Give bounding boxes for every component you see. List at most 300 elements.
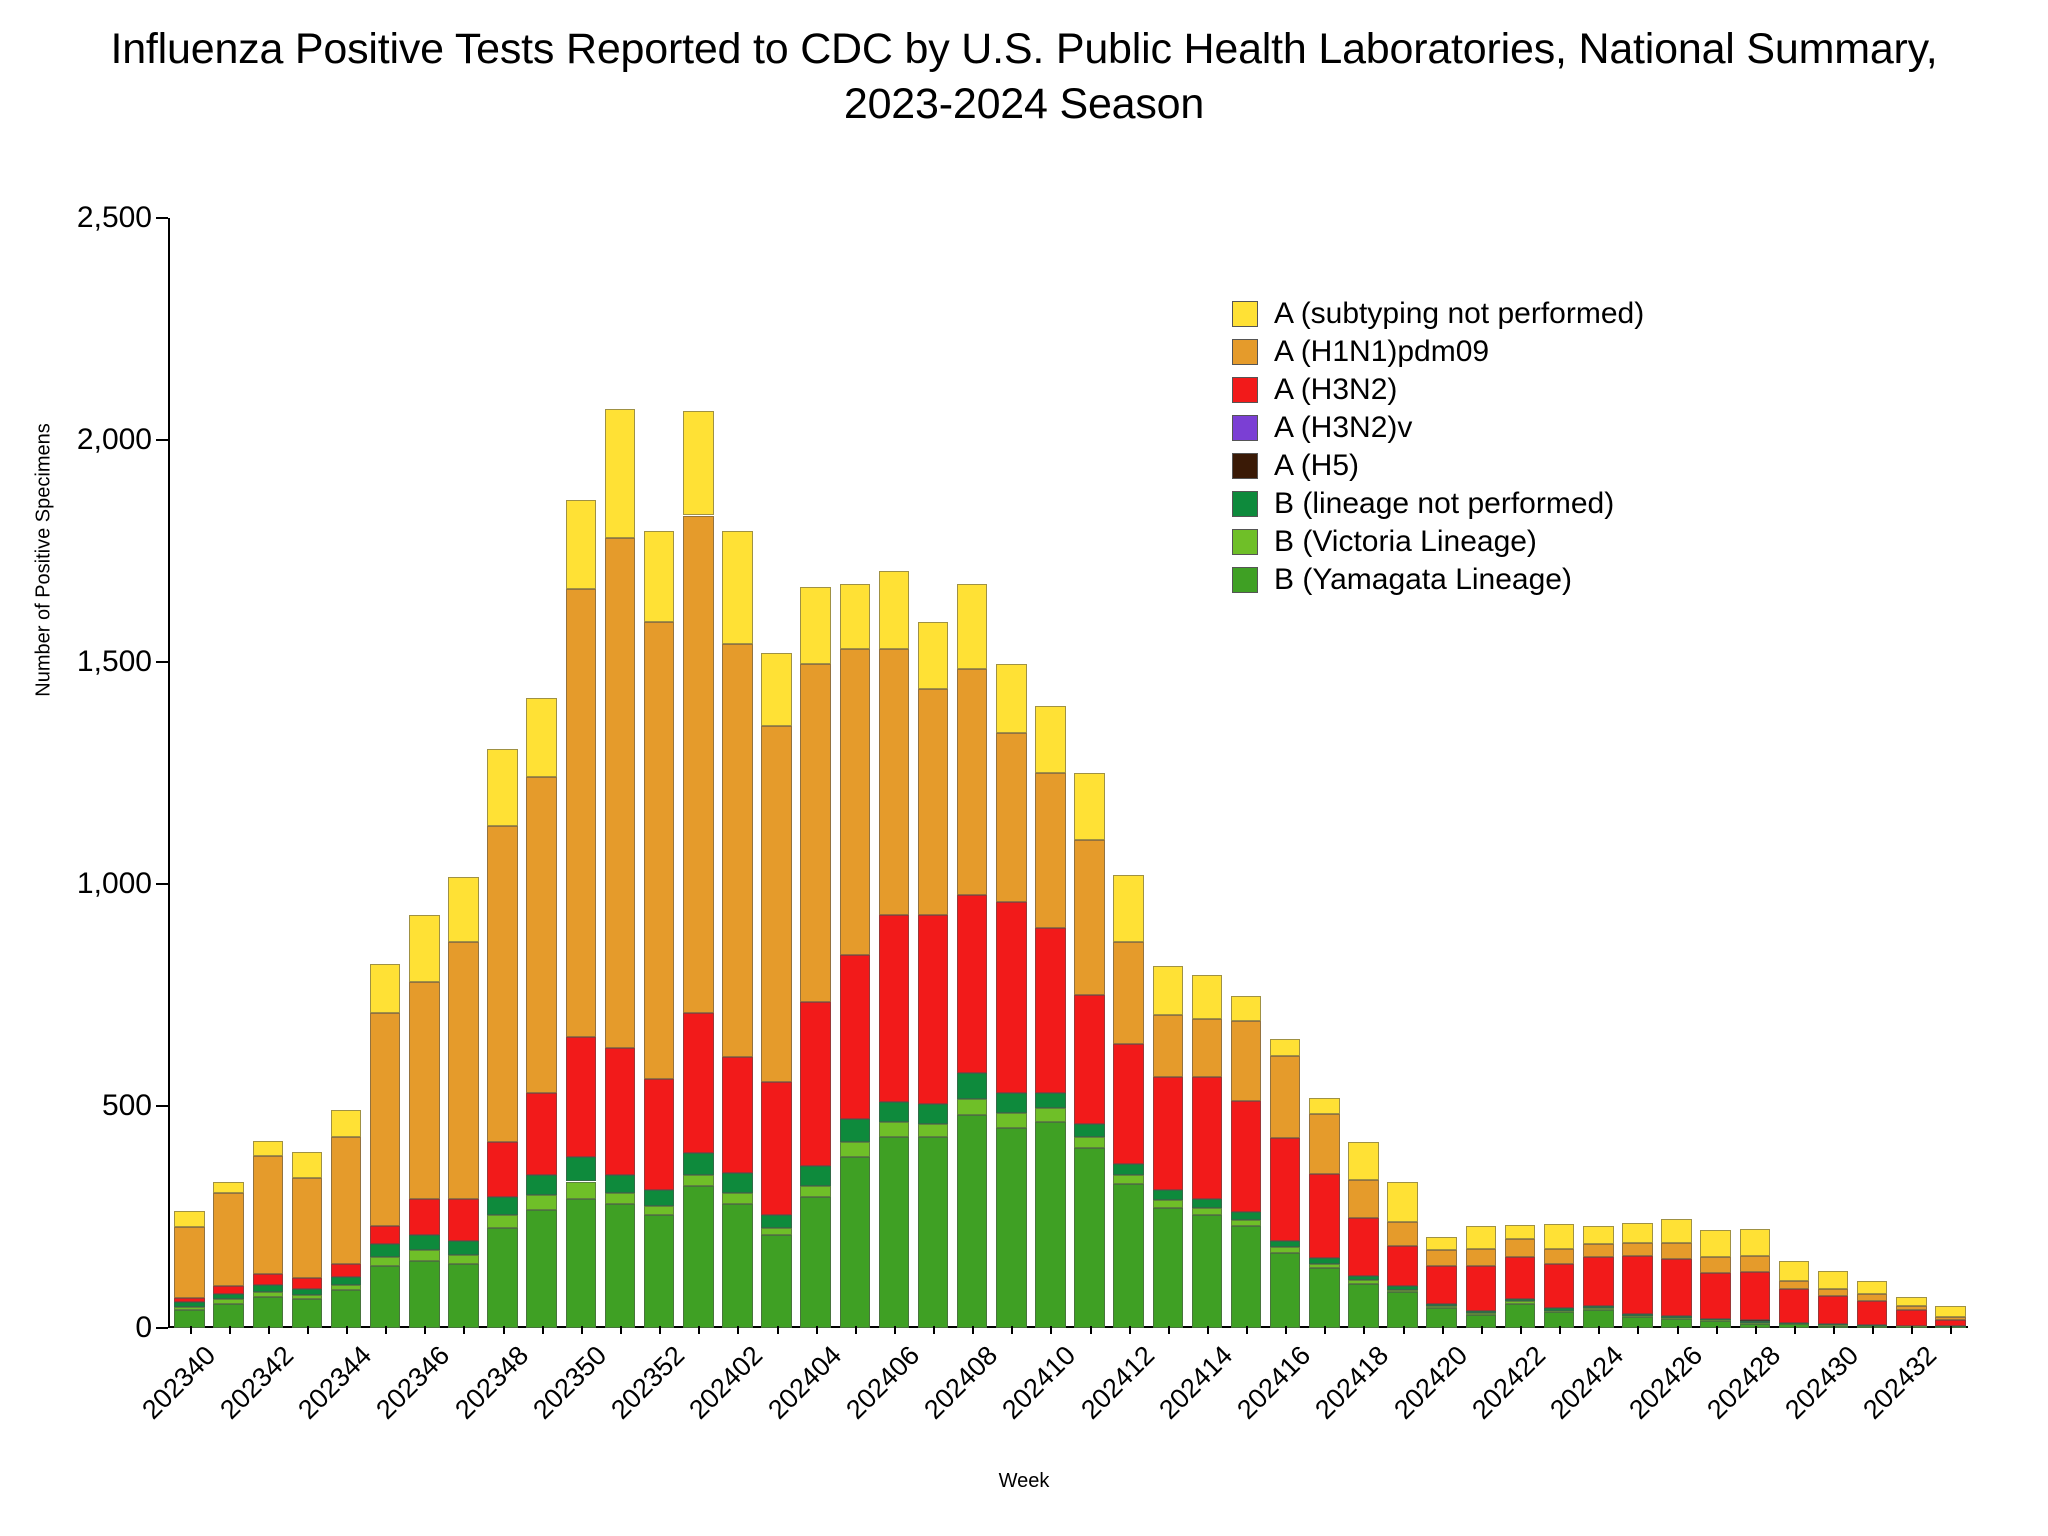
bar-segment bbox=[957, 584, 988, 668]
bar-segment bbox=[331, 1110, 362, 1137]
bar-stack[interactable] bbox=[1466, 1226, 1497, 1328]
y-tick-label: 1,500 bbox=[76, 645, 152, 678]
bar-segment bbox=[174, 1307, 205, 1311]
bar-segment bbox=[1348, 1180, 1379, 1218]
x-tick-mark bbox=[1872, 1326, 1874, 1334]
bar-stack[interactable] bbox=[448, 877, 479, 1328]
bar-segment bbox=[253, 1274, 284, 1285]
bar-stack[interactable] bbox=[996, 664, 1027, 1328]
x-tick-label: 202350 bbox=[527, 1340, 613, 1425]
x-tick-mark bbox=[1168, 1326, 1170, 1334]
x-tick-label: 202406 bbox=[840, 1340, 926, 1425]
bar-stack[interactable] bbox=[840, 584, 871, 1328]
bar-stack[interactable] bbox=[957, 584, 988, 1328]
bar-segment bbox=[1505, 1257, 1536, 1299]
bar-segment bbox=[683, 1013, 714, 1153]
bar-segment bbox=[487, 1142, 518, 1198]
x-tick-mark bbox=[1090, 1326, 1092, 1334]
legend-item-label: A (H1N1)pdm09 bbox=[1274, 335, 1490, 368]
bar-segment bbox=[957, 895, 988, 1073]
x-tick-mark bbox=[698, 1326, 700, 1334]
bar-segment bbox=[683, 1186, 714, 1328]
x-tick-label: 202428 bbox=[1701, 1340, 1786, 1425]
bar-segment bbox=[1818, 1296, 1849, 1325]
bar-segment bbox=[800, 1166, 831, 1186]
x-tick-mark bbox=[933, 1326, 935, 1334]
legend-item-label: B (Yamagata Lineage) bbox=[1274, 563, 1572, 596]
bar-segment bbox=[331, 1264, 362, 1277]
bar-segment bbox=[1035, 706, 1066, 773]
bar-segment bbox=[213, 1193, 244, 1286]
x-tick-mark bbox=[542, 1326, 544, 1334]
legend-item-label: A (H5) bbox=[1274, 449, 1360, 482]
bar-segment bbox=[1113, 1044, 1144, 1164]
legend-item-label: A (H3N2) bbox=[1274, 373, 1398, 406]
bars-group bbox=[170, 218, 1968, 1328]
legend-swatch-icon bbox=[1232, 301, 1258, 327]
bar-stack[interactable] bbox=[253, 1141, 284, 1328]
bar-segment bbox=[918, 1137, 949, 1328]
bar-segment bbox=[1426, 1306, 1457, 1308]
x-tick-mark bbox=[1324, 1326, 1326, 1334]
bar-stack[interactable] bbox=[1896, 1297, 1927, 1328]
bar-segment bbox=[761, 1215, 792, 1228]
bar-segment bbox=[370, 1257, 401, 1266]
bar-stack[interactable] bbox=[683, 411, 714, 1328]
bar-segment bbox=[566, 1037, 597, 1157]
bar-segment bbox=[1074, 1124, 1105, 1137]
bar-stack[interactable] bbox=[1935, 1306, 1966, 1328]
bar-segment bbox=[1387, 1222, 1418, 1246]
bar-segment bbox=[1896, 1306, 1927, 1310]
bar-segment bbox=[840, 1157, 871, 1328]
bar-segment bbox=[213, 1182, 244, 1193]
page-title: Influenza Positive Tests Reported to CDC by U.S. Public Health Laboratories, National Summary, 2023-2024 Season bbox=[110, 25, 1938, 129]
bar-stack[interactable] bbox=[292, 1152, 323, 1328]
legend-item[interactable] bbox=[1232, 447, 1644, 485]
bar-segment bbox=[1387, 1290, 1418, 1293]
bar-stack[interactable] bbox=[1348, 1142, 1379, 1328]
bar-segment bbox=[840, 584, 871, 648]
bar-segment bbox=[370, 1013, 401, 1226]
x-tick-label: 202414 bbox=[1153, 1340, 1239, 1425]
bar-stack[interactable] bbox=[644, 531, 675, 1328]
bar-stack[interactable] bbox=[487, 749, 518, 1328]
bar-segment bbox=[1270, 1138, 1301, 1240]
bar-segment bbox=[1935, 1306, 1966, 1317]
bar-segment bbox=[1309, 1264, 1340, 1268]
x-axis-title: Week bbox=[998, 1470, 1050, 1492]
x-axis-ticks bbox=[135, 1334, 1970, 1484]
x-tick-label: 202418 bbox=[1309, 1340, 1395, 1425]
x-tick-mark bbox=[503, 1326, 505, 1334]
bar-segment bbox=[1622, 1314, 1653, 1316]
bar-segment bbox=[213, 1286, 244, 1294]
bar-segment bbox=[1348, 1284, 1379, 1328]
bar-segment bbox=[1700, 1230, 1731, 1257]
bar-stack[interactable] bbox=[1740, 1229, 1771, 1328]
bar-segment bbox=[957, 1115, 988, 1328]
bar-segment bbox=[1779, 1261, 1810, 1281]
bar-stack[interactable] bbox=[1583, 1226, 1614, 1328]
bar-segment bbox=[1035, 1122, 1066, 1328]
bar-segment bbox=[1544, 1224, 1575, 1248]
x-tick-mark bbox=[1716, 1326, 1718, 1334]
bar-segment bbox=[879, 1122, 910, 1138]
bar-stack[interactable] bbox=[1426, 1237, 1457, 1328]
bar-segment bbox=[213, 1299, 244, 1303]
legend bbox=[1232, 295, 1644, 599]
x-tick-label: 202404 bbox=[761, 1340, 847, 1425]
bar-segment bbox=[879, 1102, 910, 1122]
bar-segment bbox=[957, 1073, 988, 1100]
bar-segment bbox=[918, 1124, 949, 1137]
x-tick-label: 202348 bbox=[448, 1340, 534, 1425]
x-tick-mark bbox=[1246, 1326, 1248, 1334]
bar-stack[interactable] bbox=[1857, 1281, 1888, 1328]
bar-segment bbox=[213, 1294, 244, 1299]
bar-segment bbox=[1074, 995, 1105, 1124]
legend-item[interactable] bbox=[1232, 333, 1644, 371]
bar-segment bbox=[487, 749, 518, 827]
x-tick-mark bbox=[972, 1326, 974, 1334]
bar-segment bbox=[879, 915, 910, 1101]
bar-segment bbox=[1583, 1257, 1614, 1306]
bar-segment bbox=[918, 1104, 949, 1124]
bar-stack[interactable] bbox=[1700, 1230, 1731, 1328]
bar-segment bbox=[1544, 1310, 1575, 1312]
bar-segment bbox=[1779, 1289, 1810, 1322]
bar-stack[interactable] bbox=[1231, 996, 1262, 1328]
legend-swatch-icon bbox=[1232, 453, 1258, 479]
bar-segment bbox=[918, 622, 949, 689]
bar-segment bbox=[253, 1297, 284, 1328]
bar-stack[interactable] bbox=[1035, 706, 1066, 1328]
bar-segment bbox=[644, 1206, 675, 1215]
plot-area bbox=[76, 201, 1968, 1344]
bar-stack[interactable] bbox=[1192, 975, 1223, 1328]
bar-segment bbox=[526, 777, 557, 1092]
x-tick-label: 202346 bbox=[370, 1340, 456, 1425]
legend-item[interactable] bbox=[1232, 561, 1644, 599]
bar-segment bbox=[1466, 1311, 1497, 1313]
bar-segment bbox=[1113, 875, 1144, 942]
bar-segment bbox=[1231, 996, 1262, 1020]
bar-segment bbox=[1426, 1237, 1457, 1250]
bar-segment bbox=[1309, 1174, 1340, 1258]
bar-segment bbox=[526, 1210, 557, 1328]
bar-segment bbox=[566, 1157, 597, 1181]
y-tick-mark bbox=[156, 661, 168, 663]
bar-stack[interactable] bbox=[1074, 773, 1105, 1328]
bar-stack[interactable] bbox=[722, 531, 753, 1328]
x-tick-mark bbox=[737, 1326, 739, 1334]
bar-segment bbox=[1270, 1247, 1301, 1252]
bar-segment bbox=[722, 1193, 753, 1204]
bar-segment bbox=[487, 1228, 518, 1328]
bar-stack[interactable] bbox=[918, 622, 949, 1328]
bar-segment bbox=[174, 1302, 205, 1306]
bar-stack[interactable] bbox=[1270, 1039, 1301, 1328]
bar-stack[interactable] bbox=[761, 653, 792, 1328]
bar-segment bbox=[1818, 1271, 1849, 1289]
bar-segment bbox=[409, 1199, 440, 1235]
x-tick-mark bbox=[346, 1326, 348, 1334]
legend-item[interactable] bbox=[1232, 295, 1644, 333]
x-tick-label: 202352 bbox=[605, 1340, 691, 1425]
bar-segment bbox=[448, 1264, 479, 1328]
bar-segment bbox=[331, 1290, 362, 1328]
x-tick-mark bbox=[894, 1326, 896, 1334]
legend-swatch-icon bbox=[1232, 377, 1258, 403]
bar-segment bbox=[1622, 1243, 1653, 1256]
x-tick-mark bbox=[268, 1326, 270, 1334]
bar-segment bbox=[1583, 1306, 1614, 1308]
x-tick-label: 202416 bbox=[1231, 1340, 1317, 1425]
x-tick-mark bbox=[1950, 1326, 1952, 1334]
bar-stack[interactable] bbox=[879, 571, 910, 1328]
bar-segment bbox=[761, 1228, 792, 1235]
x-tick-mark bbox=[190, 1326, 192, 1334]
bar-segment bbox=[1270, 1056, 1301, 1138]
bar-segment bbox=[1857, 1301, 1888, 1325]
bar-segment bbox=[1544, 1264, 1575, 1308]
bar-stack[interactable] bbox=[526, 698, 557, 1328]
bar-segment bbox=[1231, 1220, 1262, 1226]
y-tick-label: 2,500 bbox=[76, 201, 152, 234]
bar-segment bbox=[1740, 1272, 1771, 1321]
bar-segment bbox=[1896, 1310, 1927, 1326]
bar-stack[interactable] bbox=[1622, 1223, 1653, 1328]
bar-segment bbox=[1348, 1276, 1379, 1280]
bar-segment bbox=[1270, 1039, 1301, 1057]
bar-segment bbox=[996, 733, 1027, 902]
bar-segment bbox=[918, 915, 949, 1104]
bar-stack[interactable] bbox=[213, 1181, 244, 1328]
bar-segment bbox=[1426, 1304, 1457, 1306]
bar-segment bbox=[1035, 928, 1066, 1092]
bar-segment bbox=[761, 653, 792, 726]
x-tick-mark bbox=[1794, 1326, 1796, 1334]
bar-segment bbox=[1153, 1200, 1184, 1208]
bar-segment bbox=[1113, 1184, 1144, 1328]
bar-segment bbox=[1113, 942, 1144, 1044]
bar-segment bbox=[409, 1235, 440, 1251]
bar-segment bbox=[879, 571, 910, 649]
y-tick-mark bbox=[156, 883, 168, 885]
x-tick-mark bbox=[229, 1326, 231, 1334]
bar-stack[interactable] bbox=[800, 587, 831, 1328]
bar-segment bbox=[1153, 1077, 1184, 1190]
bar-segment bbox=[566, 1182, 597, 1200]
bar-segment bbox=[1192, 1208, 1223, 1215]
bar-segment bbox=[644, 1190, 675, 1206]
bar-segment bbox=[448, 877, 479, 941]
bar-stack[interactable] bbox=[605, 409, 636, 1328]
bar-segment bbox=[1192, 1077, 1223, 1199]
bar-stack[interactable] bbox=[1153, 966, 1184, 1328]
bar-segment bbox=[1348, 1218, 1379, 1276]
bar-segment bbox=[1622, 1256, 1653, 1314]
x-tick-label: 202408 bbox=[918, 1340, 1004, 1425]
bar-segment bbox=[605, 1048, 636, 1175]
bar-segment bbox=[644, 531, 675, 622]
x-tick-label: 202430 bbox=[1779, 1340, 1865, 1425]
bar-segment bbox=[800, 664, 831, 1001]
bar-segment bbox=[1074, 1148, 1105, 1328]
bar-stack[interactable] bbox=[566, 500, 597, 1328]
bar-segment bbox=[370, 964, 401, 1013]
bar-segment bbox=[1113, 1164, 1144, 1175]
bar-segment bbox=[409, 1250, 440, 1261]
bar-segment bbox=[331, 1137, 362, 1264]
bar-segment bbox=[1192, 1199, 1223, 1208]
legend-item-label: B (Victoria Lineage) bbox=[1274, 525, 1537, 558]
x-tick-label: 202412 bbox=[1074, 1340, 1160, 1425]
bar-segment bbox=[1426, 1308, 1457, 1328]
bar-segment bbox=[840, 649, 871, 955]
x-tick-mark bbox=[1598, 1326, 1600, 1334]
bar-segment bbox=[644, 1079, 675, 1190]
bar-stack[interactable] bbox=[1779, 1261, 1810, 1328]
bar-stack[interactable] bbox=[1309, 1098, 1340, 1328]
bar-segment bbox=[1426, 1266, 1457, 1304]
bar-stack[interactable] bbox=[1505, 1225, 1536, 1328]
bar-segment bbox=[1192, 975, 1223, 1019]
bar-segment bbox=[292, 1178, 323, 1278]
bar-segment bbox=[292, 1295, 323, 1299]
x-tick-mark bbox=[1207, 1326, 1209, 1334]
bar-segment bbox=[683, 516, 714, 1013]
bar-segment bbox=[1700, 1257, 1731, 1273]
bar-segment bbox=[174, 1227, 205, 1298]
bar-segment bbox=[1231, 1101, 1262, 1212]
bar-segment bbox=[174, 1298, 205, 1302]
x-tick-mark bbox=[385, 1326, 387, 1334]
bar-segment bbox=[1700, 1273, 1731, 1320]
bar-segment bbox=[1387, 1292, 1418, 1328]
bar-segment bbox=[409, 982, 440, 1200]
bar-stack[interactable] bbox=[1544, 1224, 1575, 1328]
legend-item[interactable] bbox=[1232, 409, 1644, 447]
bar-segment bbox=[526, 698, 557, 778]
bar-segment bbox=[1583, 1244, 1614, 1257]
bar-segment bbox=[1544, 1249, 1575, 1265]
bar-segment bbox=[761, 1235, 792, 1328]
bar-segment bbox=[1505, 1225, 1536, 1238]
bar-segment bbox=[1505, 1301, 1536, 1303]
bar-segment bbox=[605, 538, 636, 1049]
x-tick-mark bbox=[1442, 1326, 1444, 1334]
bar-segment bbox=[840, 1119, 871, 1141]
bar-stack[interactable] bbox=[1661, 1219, 1692, 1328]
bar-segment bbox=[526, 1093, 557, 1175]
bar-segment bbox=[253, 1292, 284, 1297]
x-tick-mark bbox=[1129, 1326, 1131, 1334]
bar-stack[interactable] bbox=[1113, 875, 1144, 1328]
bar-segment bbox=[1740, 1256, 1771, 1272]
x-tick-mark bbox=[307, 1326, 309, 1334]
bar-stack[interactable] bbox=[1818, 1271, 1849, 1328]
bar-segment bbox=[1466, 1249, 1497, 1267]
bar-stack[interactable] bbox=[1387, 1182, 1418, 1328]
bar-segment bbox=[448, 1255, 479, 1264]
bar-segment bbox=[1583, 1226, 1614, 1244]
bar-segment bbox=[879, 1137, 910, 1328]
legend-item[interactable] bbox=[1232, 485, 1644, 523]
x-tick-label: 202402 bbox=[683, 1340, 769, 1425]
x-tick-mark bbox=[1285, 1326, 1287, 1334]
legend-swatch-icon bbox=[1232, 529, 1258, 555]
x-tick-mark bbox=[1011, 1326, 1013, 1334]
bar-segment bbox=[526, 1175, 557, 1195]
bar-segment bbox=[1857, 1294, 1888, 1301]
legend-item[interactable] bbox=[1232, 371, 1644, 409]
bar-segment bbox=[761, 726, 792, 1081]
x-tick-label: 202410 bbox=[996, 1340, 1082, 1425]
bar-segment bbox=[722, 644, 753, 1057]
bar-segment bbox=[996, 902, 1027, 1093]
bar-segment bbox=[1153, 1015, 1184, 1077]
bar-segment bbox=[448, 1241, 479, 1254]
bar-segment bbox=[605, 1193, 636, 1204]
bar-segment bbox=[1505, 1304, 1536, 1328]
legend-item[interactable] bbox=[1232, 523, 1644, 561]
bar-segment bbox=[1192, 1019, 1223, 1077]
bar-segment bbox=[448, 1199, 479, 1241]
legend-swatch-icon bbox=[1232, 339, 1258, 365]
bar-segment bbox=[1661, 1219, 1692, 1243]
bar-segment bbox=[1387, 1182, 1418, 1222]
bar-segment bbox=[1818, 1289, 1849, 1296]
y-tick-label: 0 bbox=[135, 1311, 152, 1344]
x-tick-mark bbox=[659, 1326, 661, 1334]
x-tick-label: 202426 bbox=[1622, 1340, 1708, 1425]
bar-segment bbox=[1309, 1098, 1340, 1114]
bar-segment bbox=[1661, 1243, 1692, 1259]
bar-segment bbox=[1153, 1190, 1184, 1200]
bar-segment bbox=[526, 1195, 557, 1211]
bar-stack[interactable] bbox=[174, 1211, 205, 1328]
bar-segment bbox=[644, 1215, 675, 1328]
bar-segment bbox=[1544, 1308, 1575, 1310]
x-tick-mark bbox=[1363, 1326, 1365, 1334]
bar-segment bbox=[370, 1244, 401, 1257]
bar-segment bbox=[722, 531, 753, 644]
bar-stack[interactable] bbox=[409, 915, 440, 1328]
x-tick-mark bbox=[1637, 1326, 1639, 1334]
bar-segment bbox=[1348, 1280, 1379, 1284]
bar-segment bbox=[292, 1289, 323, 1294]
bar-segment bbox=[213, 1304, 244, 1328]
bar-segment bbox=[800, 1197, 831, 1328]
bar-segment bbox=[996, 1113, 1027, 1129]
bar-stack[interactable] bbox=[370, 964, 401, 1328]
bar-segment bbox=[1935, 1317, 1966, 1319]
bar-stack[interactable] bbox=[331, 1110, 362, 1328]
x-tick-mark bbox=[855, 1326, 857, 1334]
bar-segment bbox=[722, 1204, 753, 1328]
bar-segment bbox=[1074, 1137, 1105, 1148]
x-tick-mark bbox=[1677, 1326, 1679, 1334]
bar-segment bbox=[683, 1153, 714, 1175]
bar-segment bbox=[1309, 1268, 1340, 1328]
bar-segment bbox=[1309, 1258, 1340, 1263]
bar-segment bbox=[1035, 1108, 1066, 1121]
bar-segment bbox=[253, 1141, 284, 1157]
bar-segment bbox=[1857, 1281, 1888, 1294]
bar-segment bbox=[1896, 1297, 1927, 1306]
